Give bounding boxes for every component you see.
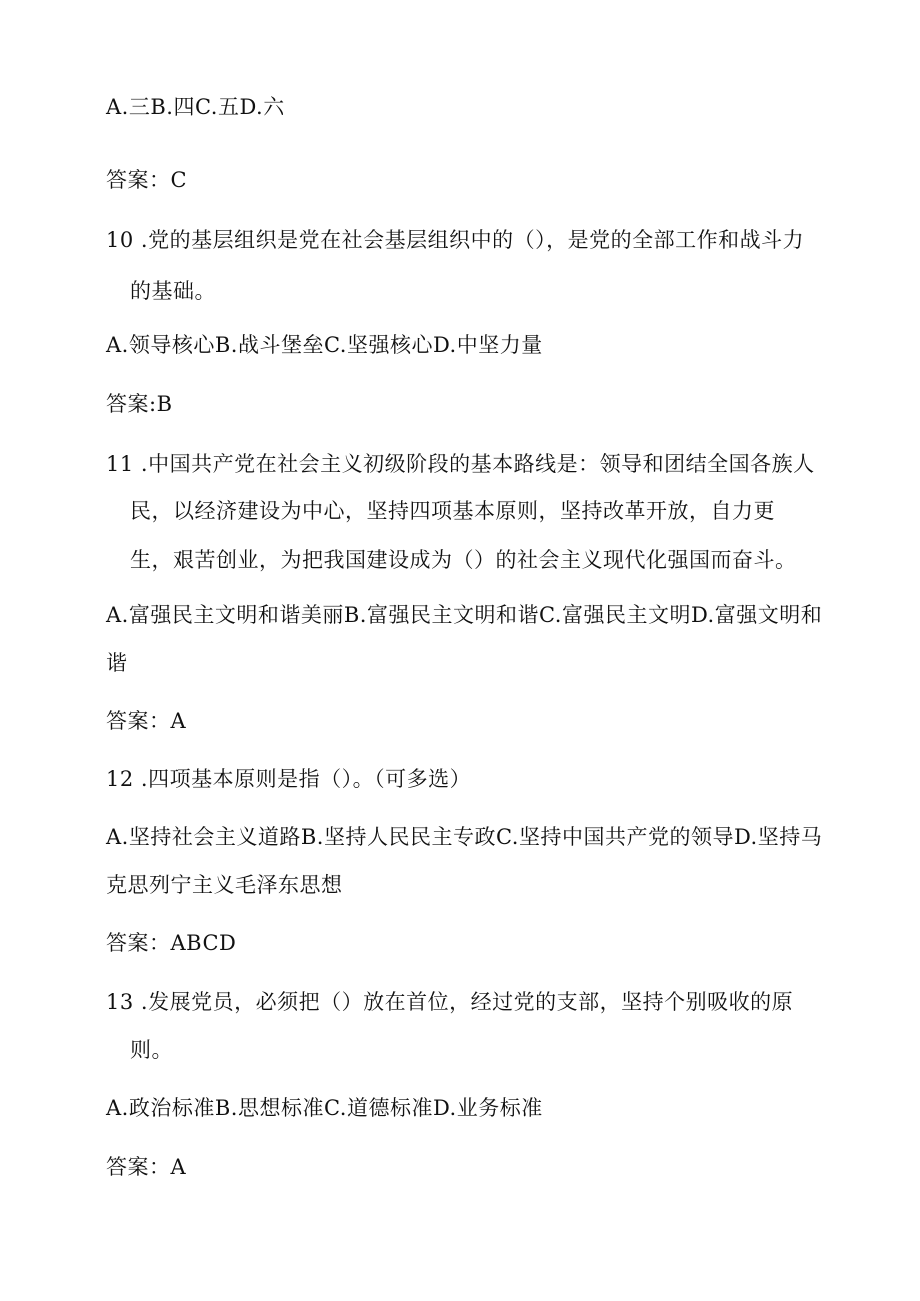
q13-question-line1: 13 .发展党员，必须把（）放在首位，经过党的支部，坚持个别吸收的原 — [106, 990, 794, 1014]
q11-question-line3: 生，艰苦创业，为把我国建设成为（）的社会主义现代化强国而奋斗。 — [130, 548, 797, 572]
q9-options: A.三B.四C.五D.六 — [106, 95, 285, 119]
q11-options-line1: A.富强民主文明和谐美丽B.富强民主文明和谐C.富强民主文明D.富强文明和 — [106, 603, 823, 627]
q11-question-line1: 11 .中国共产党在社会主义初级阶段的基本路线是：领导和团结全国各族人 — [106, 452, 815, 476]
q13-options: A.政治标准B.思想标准C.道德标准D.业务标准 — [106, 1096, 543, 1120]
q12-options-line1: A.坚持社会主义道路B.坚持人民民主专政C.坚持中国共产党的领导D.坚持马 — [106, 825, 823, 849]
q10-answer: 答案:B — [106, 392, 173, 416]
q12-answer: 答案：ABCD — [106, 931, 237, 955]
q9-answer: 答案：C — [106, 168, 188, 192]
q11-options-line2: 谐 — [106, 651, 128, 675]
q13-answer: 答案：A — [106, 1155, 187, 1179]
q12-options-line2: 克思列宁主义毛泽东思想 — [106, 873, 343, 897]
q10-options: A.领导核心B.战斗堡垒C.坚强核心D.中坚力量 — [106, 333, 543, 357]
q10-question-line1: 10 .党的基层组织是党在社会基层组织中的（），是党的全部工作和战斗力 — [106, 228, 805, 252]
q13-question-line2: 则。 — [130, 1038, 173, 1062]
q11-question-line2: 民，以经济建设为中心，坚持四项基本原则，坚持改革开放，自力更 — [130, 499, 775, 523]
q10-question-line2: 的基础。 — [130, 279, 216, 303]
q12-question: 12 .四项基本原则是指（）。（可多选） — [106, 767, 472, 791]
q11-answer: 答案：A — [106, 709, 187, 733]
